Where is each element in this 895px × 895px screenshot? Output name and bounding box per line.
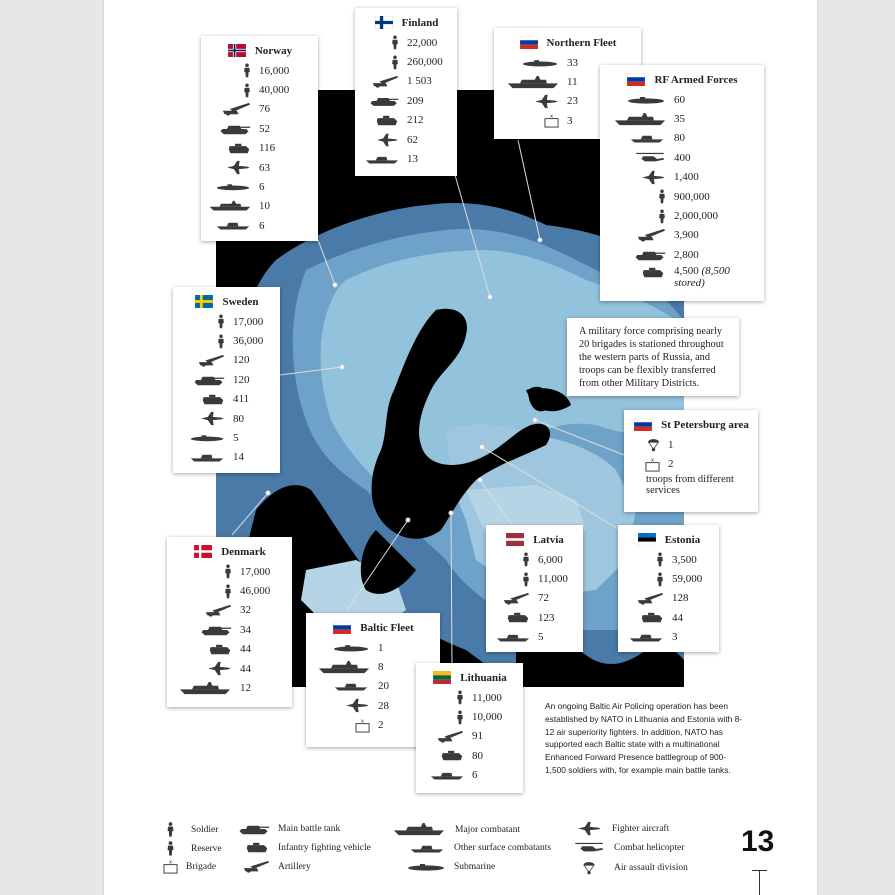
main-battle-tank-icon [193, 374, 225, 386]
russia-flag-icon [626, 73, 646, 86]
value: 2,000,000 [674, 210, 718, 223]
card-st-petersburg [624, 410, 758, 512]
soldier-icon [224, 564, 232, 579]
surface-combatant-icon [408, 844, 446, 853]
value: 59,000 [672, 573, 703, 586]
value: 13 [407, 153, 418, 166]
value: 44 [240, 662, 251, 675]
fighter-aircraft-icon [206, 661, 232, 676]
artillery-icon [371, 75, 399, 88]
infantry-fighting-vehicle-icon [375, 115, 399, 126]
combat-helicopter-icon [572, 842, 606, 854]
value: 2 [378, 719, 384, 732]
stored-note: (8,500 stored) [674, 264, 730, 289]
legend-label: Major combatant [455, 824, 521, 835]
value: 72 [538, 592, 549, 605]
main-battle-tank-icon [200, 624, 232, 636]
soldier-icon [456, 690, 464, 705]
card-title: Denmark [221, 545, 266, 558]
value: 2,800 [674, 248, 699, 261]
infantry-fighting-vehicle-icon [244, 842, 270, 853]
legend-label: Brigade [186, 861, 217, 872]
value: 3,500 [672, 553, 697, 566]
value: 23 [567, 95, 578, 108]
artillery-icon [204, 604, 232, 617]
value: 32 [240, 604, 251, 617]
latvia-flag-icon [505, 533, 525, 546]
surface-combatant-icon [628, 633, 664, 642]
legend-label: Fighter aircraft [612, 823, 670, 834]
value: 116 [259, 142, 276, 155]
value: 11,000 [538, 573, 568, 586]
legend-label: Submarine [454, 862, 496, 872]
value: 3 [672, 631, 678, 644]
infantry-fighting-vehicle-icon [640, 612, 664, 623]
submarine-icon [626, 96, 666, 104]
value: 128 [672, 592, 689, 605]
card-title: Latvia [533, 533, 564, 546]
card-norway [201, 36, 318, 241]
artillery-icon [197, 354, 225, 367]
artillery-icon [636, 592, 664, 605]
value: 6,000 [538, 553, 563, 566]
major-combatant-icon [178, 682, 232, 695]
fighter-aircraft-icon [225, 160, 251, 175]
major-combatant-icon [391, 823, 447, 836]
callout-text: A military force comprising nearly 20 brigades is stationed throughout the western parts of Russia, and troops can be flexibly transferred from other Military Districts. [579, 326, 724, 389]
card-title: Estonia [664, 533, 701, 546]
value: 1 [378, 641, 384, 654]
value: 212 [407, 114, 424, 127]
air-assault-division-icon [647, 437, 660, 452]
value: 11,000 [472, 691, 502, 704]
finland-flag-icon [374, 16, 394, 29]
infantry-fighting-vehicle-icon [227, 143, 251, 154]
value: 35 [674, 113, 685, 126]
surface-combatant-icon [332, 682, 370, 691]
submarine-icon [215, 183, 251, 191]
value: 123 [538, 611, 555, 624]
legend-soldier [166, 822, 218, 837]
russia-flag-icon [633, 418, 653, 431]
value: 2 [668, 458, 674, 471]
card-title: St Petersburg area [661, 418, 749, 431]
value [674, 265, 744, 289]
card-title: Northern Fleet [546, 36, 617, 49]
legend-fighter [574, 821, 669, 836]
brigade-icon [355, 718, 370, 733]
value: 40,000 [259, 84, 290, 97]
infantry-fighting-vehicle-icon [640, 267, 666, 278]
russia-flag-icon [332, 621, 352, 634]
value: 16,000 [259, 64, 290, 77]
artillery-icon [636, 228, 666, 242]
surface-combatant-icon [496, 633, 530, 642]
reserve-icon [224, 584, 232, 599]
artillery-icon [221, 102, 251, 116]
submarine-icon [406, 863, 446, 871]
legend-ifv [244, 842, 371, 853]
sweden-flag-icon [194, 295, 214, 308]
card-lithuania [416, 663, 523, 793]
main-battle-tank-icon [634, 249, 666, 261]
value: 80 [674, 132, 685, 145]
submarine-icon [189, 434, 225, 442]
legend-label: Soldier [191, 824, 219, 835]
value: 36,000 [233, 335, 264, 348]
troops-note: troops from different services [646, 473, 734, 496]
brigade-icon [163, 859, 178, 874]
value: 260,000 [407, 56, 443, 69]
value: 411 [233, 393, 250, 406]
value: 17,000 [233, 315, 264, 328]
value: 12 [240, 682, 251, 695]
russia-callout [567, 318, 739, 396]
card-title: Norway [254, 44, 293, 57]
value: 34 [240, 623, 251, 636]
denmark-flag-icon [193, 545, 213, 558]
value: 1,400 [674, 171, 699, 184]
legend-artillery [242, 860, 311, 873]
card-estonia [618, 525, 719, 652]
legend-label: Reserve [191, 843, 222, 854]
reserve-icon [456, 710, 464, 725]
value: 5 [538, 631, 544, 644]
value: 17,000 [240, 565, 271, 578]
soldier-icon [522, 552, 530, 567]
infantry-fighting-vehicle-icon [506, 612, 530, 623]
baltic-air-policing-note: An ongoing Baltic Air Policing operation has been established by NATO in Lithuania and Estonia with 8-12 air superiority fighters. In addition, NATO has supported each Baltic state with a multinational Enhanced Forward Presence battlegroup of 900-1,500 soldiers with, for example main battle tanks. [545, 701, 743, 775]
card-title: RF Armed Forces [654, 73, 738, 86]
value: 60 [674, 93, 685, 106]
surface-combatant-icon [215, 221, 251, 230]
card-title: Lithuania [460, 671, 507, 684]
fighter-aircraft-icon [344, 698, 370, 713]
value: 11 [567, 76, 578, 89]
estonia-flag-icon [637, 533, 657, 546]
combat-helicopter-icon [634, 152, 666, 164]
legend-label: Infantry fighting vehicle [278, 842, 371, 853]
fighter-aircraft-icon [533, 94, 559, 109]
legend-mbt [238, 823, 340, 835]
soldier-icon [243, 63, 251, 78]
surface-combatant-icon [365, 155, 399, 164]
value: 1 503 [407, 75, 432, 88]
fighter-aircraft-icon [574, 821, 604, 836]
soldier-icon [656, 552, 664, 567]
reserve-icon [166, 841, 175, 856]
value: 8 [378, 661, 384, 674]
value: 10 [259, 200, 270, 213]
value: 14 [233, 451, 244, 464]
value: 63 [259, 161, 270, 174]
value: 20 [378, 680, 389, 693]
value: 76 [259, 103, 270, 116]
value: 80 [472, 749, 483, 762]
card-title: Finland [401, 16, 439, 29]
legend-brigade [163, 859, 216, 874]
value: 120 [233, 373, 250, 386]
page-number: 13 [741, 825, 775, 858]
reserve-icon [391, 55, 399, 70]
main-battle-tank-icon [238, 823, 270, 835]
value: 3,900 [674, 229, 699, 242]
artillery-icon [502, 592, 530, 605]
card-title: Baltic Fleet [360, 621, 414, 634]
card-sweden [173, 287, 280, 473]
brigade-icon [645, 457, 660, 472]
card-title: Sweden [222, 295, 259, 308]
legend-reserve [166, 841, 222, 856]
soldier-icon [217, 314, 225, 329]
legend-label: Other surface combatants [454, 843, 552, 853]
soldier-icon [391, 35, 399, 50]
legend-submarine [406, 862, 495, 872]
legend-helicopter [572, 842, 684, 854]
value: 80 [233, 412, 244, 425]
major-combatant-icon [318, 661, 370, 674]
value: 6 [472, 769, 478, 782]
card-latvia [486, 525, 583, 652]
main-battle-tank-icon [369, 95, 399, 107]
value: 10,000 [472, 711, 503, 724]
russia-flag-icon [519, 36, 539, 49]
card-denmark [167, 537, 292, 707]
value: 28 [378, 699, 389, 712]
value: 62 [407, 133, 418, 146]
card-rf-armed-forces [600, 65, 764, 301]
reserve-icon [522, 572, 530, 587]
fighter-aircraft-icon [640, 170, 666, 185]
surface-combatant-icon [628, 134, 666, 143]
soldier-icon [166, 822, 175, 837]
major-combatant-icon [614, 113, 666, 126]
value: 900,000 [674, 190, 710, 203]
legend-major [391, 823, 520, 836]
legend-label: Combat helicopter [614, 843, 685, 853]
value: 209 [407, 94, 424, 107]
card-finland [355, 8, 457, 176]
lithuania-flag-icon [432, 671, 452, 684]
legend-air-assault [582, 860, 688, 875]
infantry-fighting-vehicle-icon [440, 750, 464, 761]
legend-label: Main battle tank [278, 824, 341, 834]
main-battle-tank-icon [219, 123, 251, 135]
infantry-fighting-vehicle-icon [201, 394, 225, 405]
reserve-icon [217, 334, 225, 349]
value: 6 [259, 181, 265, 194]
infantry-fighting-vehicle-icon [208, 644, 232, 655]
value: 44 [672, 611, 683, 624]
soldier-icon [658, 189, 666, 204]
value: 91 [472, 730, 483, 743]
legend-label: Air assault division [614, 862, 688, 873]
value: 33 [567, 56, 578, 69]
ifv-count: 4,500 [674, 264, 699, 277]
value: 22,000 [407, 36, 438, 49]
value: 5 [233, 432, 239, 445]
norway-flag-icon [227, 44, 247, 57]
value: 44 [240, 643, 251, 656]
submarine-icon [332, 644, 370, 652]
value: 120 [233, 354, 250, 367]
value: 6 [259, 219, 265, 232]
fighter-aircraft-icon [199, 411, 225, 426]
air-assault-division-icon [582, 860, 596, 875]
brigade-icon [544, 113, 559, 128]
value: 52 [259, 122, 270, 135]
major-combatant-icon [209, 200, 251, 212]
legend-label: Artillery [278, 861, 311, 872]
value: 400 [674, 151, 691, 164]
value: 46,000 [240, 585, 271, 598]
artillery-icon [242, 860, 270, 873]
reserve-icon [243, 83, 251, 98]
fighter-aircraft-icon [375, 133, 399, 147]
major-combatant-icon [507, 76, 559, 89]
surface-combatant-icon [189, 453, 225, 462]
surface-combatant-icon [430, 771, 464, 780]
value: 3 [567, 114, 573, 127]
legend-other-surface [408, 843, 551, 853]
reserve-icon [658, 209, 666, 224]
value: 1 [668, 438, 674, 451]
artillery-icon [436, 730, 464, 743]
reserve-icon [656, 572, 664, 587]
page-marker-line [759, 870, 760, 895]
submarine-icon [521, 59, 559, 67]
